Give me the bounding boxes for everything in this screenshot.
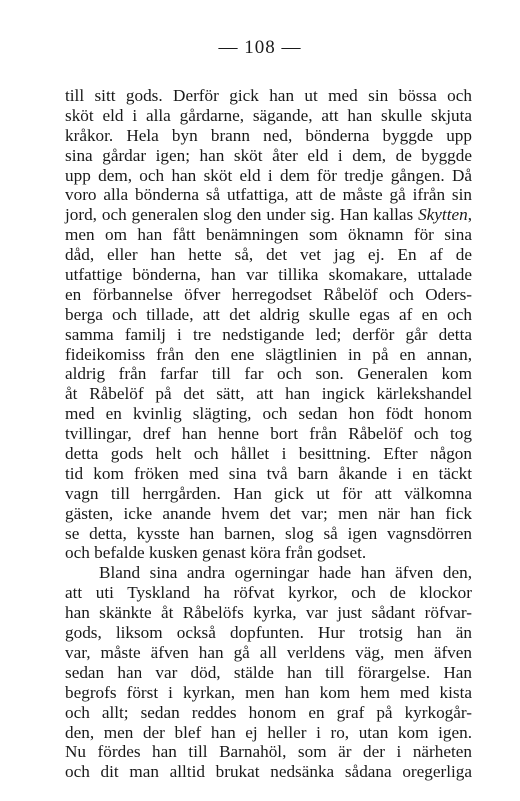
text-line: jord, och generalen slog den under sig. Han kallas Skytten, <box>65 205 472 225</box>
text-line: var, måste äfven han gå all verldens väg, men äfven <box>65 642 472 662</box>
text-line: vagn till herrgården. Han gick ut för att välkomna <box>65 483 472 503</box>
text-line: till sitt gods. Derför gick han ut med sin bössa och <box>65 86 472 105</box>
text-line: se detta, kysste han barnen, slog så igen vagnsdörren <box>65 523 472 543</box>
text-line: begrofs först i kyrkan, men han kom hem med kista <box>65 682 472 702</box>
text-line: en förbannelse öfver herregodset Råbelöf och Oders- <box>65 284 472 304</box>
text-line: utfattige bönderna, han var tillika skomakare, uttalade <box>65 265 472 285</box>
text-line: Nu fördes han till Barnahöl, som är der i närheten <box>65 742 472 762</box>
text-line: han skänkte åt Råbelöfs kyrka, var just sådant röfvar- <box>65 603 472 623</box>
text-line: detta gods helt och hållet i besittning. Efter någon <box>65 444 472 464</box>
text-line: den, men der blef han ej heller i ro, utan kom igen. <box>65 722 472 742</box>
text-line: sedan han var död, stälde han till förargelse. Han <box>65 662 472 682</box>
paragraph <box>65 86 472 563</box>
text-line: och dit man alltid brukat nedsänka sådana oregerliga <box>65 762 472 782</box>
text-line: voro alla bönderna så utfattiga, att de måste gå ifrån sin <box>65 185 472 205</box>
text-line: och allt; sedan reddes honom en graf på kyrkogår- <box>65 702 472 722</box>
italic-word: Skytten <box>418 205 468 225</box>
paragraph <box>65 563 472 782</box>
text-line: sina gårdar igen; han sköt åter eld i dem, de byggde <box>65 145 472 165</box>
page-number: — 108 — <box>218 37 302 58</box>
text-line: kråkor. Hela byn brann ned, bönderna byggde upp <box>65 125 472 145</box>
text-line: med en kvinlig slägting, och sedan hon födt honom <box>65 404 472 424</box>
text-line: tvillingar, dref han henne bort från Råbelöf och tog <box>65 424 472 444</box>
text-line: men om han fått benämningen som öknamn för sina <box>65 225 472 245</box>
text-line: upp dem, och han sköt eld i dem för tredje gången. Då <box>65 165 472 185</box>
text-line: sköt eld i alla gårdarne, sägande, att han skulle skjuta <box>65 105 472 125</box>
text-line: aldrig från farfar till far och son. Generalen kom <box>65 364 472 384</box>
text-line: Bland sina andra ogerningar hade han äfven den, <box>99 563 472 583</box>
text-line: gästen, icke anande hvem det var; men när han fick <box>65 503 472 523</box>
text-line: gods, liksom också dopfunten. Hur trotsig han än <box>65 623 472 643</box>
text-line: berga och tillade, att det aldrig skulle egas af en och <box>65 304 472 324</box>
text-line: fideikomiss från den ene slägtlinien in på en annan, <box>65 344 472 364</box>
text-line: tid kom fröken med sina två barn åkande i en täckt <box>65 463 472 483</box>
text-line: och befalde kusken genast köra från godset. <box>65 543 367 563</box>
body-text <box>65 86 472 782</box>
text-line: åt Råbelöf på det sätt, att han ingick kärlekshandel <box>65 384 472 404</box>
text-line: att uti Tyskland ha röfvat kyrkor, och de klockor <box>65 583 472 603</box>
text-line: samma familj i tre nedstigande led; derför går detta <box>65 324 472 344</box>
text-line: dåd, eller han hette så, det vet jag ej. En af de <box>65 245 472 265</box>
